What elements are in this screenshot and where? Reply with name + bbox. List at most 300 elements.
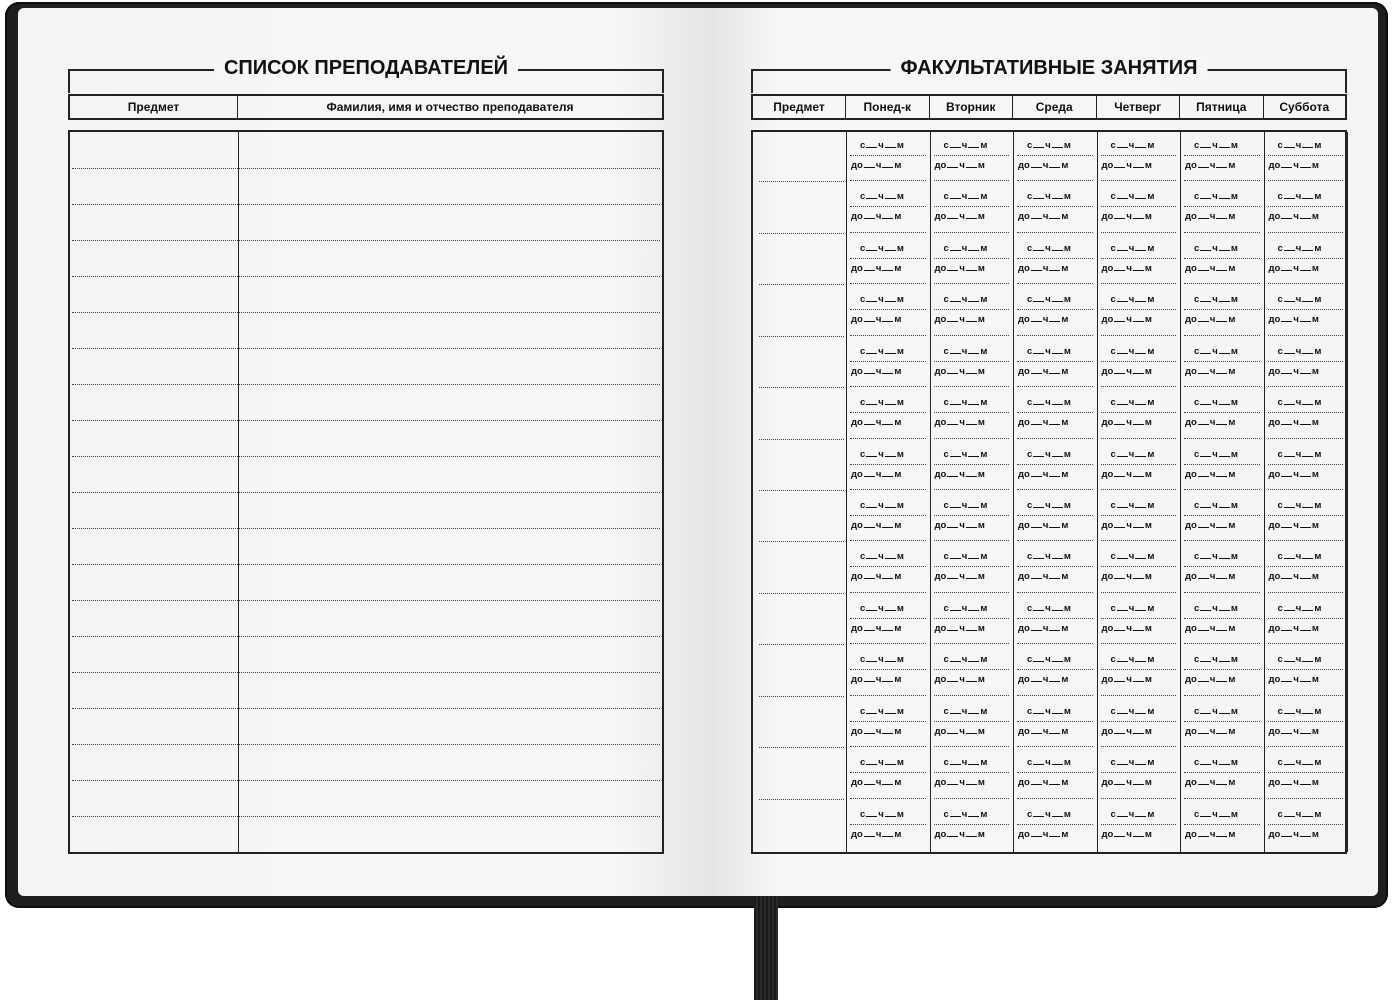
time-to-field: до ч м — [1018, 622, 1069, 634]
cell-divider-line — [1017, 361, 1093, 362]
right-page — [713, 8, 1378, 896]
cell-divider-line — [850, 566, 926, 567]
time-from-field: с ч м — [1027, 191, 1071, 203]
elective-row-line — [759, 747, 844, 748]
time-from-field: с ч м — [1277, 500, 1322, 511]
cell-divider-line — [1184, 206, 1260, 207]
cell-bottom-line — [934, 746, 1010, 747]
elective-row-line — [759, 593, 844, 594]
time-from-field: с ч м — [1027, 242, 1071, 254]
time-from-field: с ч м — [860, 757, 904, 769]
cell-bottom-line — [934, 438, 1010, 439]
cell-bottom-line — [1017, 695, 1093, 696]
cell-divider-line — [1017, 618, 1093, 619]
cell-bottom-line — [850, 386, 926, 387]
cell-divider-line — [850, 618, 926, 619]
time-to-field: до ч м — [934, 468, 985, 480]
cell-divider-line — [1268, 515, 1344, 516]
teacher-row-line — [72, 276, 660, 277]
cell-bottom-line — [1184, 695, 1260, 696]
cell-bottom-line — [1017, 232, 1093, 233]
cell-divider-line — [1017, 309, 1093, 310]
time-to-field: до ч м — [1268, 622, 1319, 634]
time-from-field: с ч м — [943, 808, 988, 820]
cell-bottom-line — [934, 643, 1010, 644]
time-to-field: до ч м — [1018, 211, 1069, 223]
time-from-field: с ч м — [860, 294, 904, 306]
time-from-field: с ч м — [1110, 448, 1155, 460]
time-to-field: до ч м — [1101, 417, 1152, 429]
cell-divider-line — [934, 566, 1010, 567]
cell-divider-line — [850, 155, 926, 156]
teacher-row-line — [72, 204, 660, 205]
cell-bottom-line — [1101, 180, 1177, 181]
cell-divider-line — [1268, 772, 1344, 773]
cell-divider-line — [1184, 618, 1260, 619]
time-from-field: с ч м — [943, 448, 988, 460]
cell-bottom-line — [1017, 283, 1093, 284]
cell-divider-line — [1268, 464, 1344, 465]
elective-row-line — [759, 541, 844, 542]
time-to-field: до ч м — [1268, 262, 1319, 274]
time-from-field: с ч м — [1027, 757, 1071, 769]
time-from-field: с ч м — [1027, 551, 1071, 563]
cell-bottom-line — [1184, 746, 1260, 747]
time-to-field: до ч м — [1101, 468, 1152, 480]
cell-divider-line — [1101, 412, 1177, 413]
time-from-field: с ч м — [860, 397, 904, 409]
cell-divider-line — [1268, 361, 1344, 362]
cell-bottom-line — [1268, 438, 1344, 439]
cell-bottom-line — [1101, 283, 1177, 284]
cell-bottom-line — [1101, 540, 1177, 541]
time-from-field: с ч м — [1194, 140, 1238, 151]
teacher-row-line — [72, 528, 660, 529]
header-friday: Пятница — [1180, 96, 1264, 118]
time-from-field: с ч м — [1194, 500, 1238, 511]
elective-row-line — [759, 696, 844, 697]
teachers-header-row — [68, 94, 664, 120]
time-from-field: с ч м — [1027, 140, 1071, 151]
time-from-field: с ч м — [1110, 602, 1155, 614]
cell-divider-line — [1101, 464, 1177, 465]
time-from-field: с ч м — [1110, 757, 1155, 769]
time-to-field: до ч м — [1185, 571, 1236, 583]
cell-divider-line — [1017, 669, 1093, 670]
time-to-field: до ч м — [1101, 262, 1152, 274]
cell-bottom-line — [1017, 438, 1093, 439]
time-from-field: с ч м — [1194, 448, 1238, 460]
header-subject: Предмет — [753, 96, 846, 118]
cell-divider-line — [1101, 721, 1177, 722]
teacher-row-line — [72, 168, 660, 169]
time-to-field: до ч м — [1185, 160, 1236, 171]
time-to-field: до ч м — [1268, 211, 1319, 223]
time-from-field: с ч м — [1277, 757, 1322, 769]
time-to-field: до ч м — [1185, 622, 1236, 634]
teacher-row-line — [72, 780, 660, 781]
teacher-row-line — [72, 708, 660, 709]
time-from-field: с ч м — [943, 757, 988, 769]
cell-divider-line — [850, 515, 926, 516]
cell-bottom-line — [1101, 232, 1177, 233]
time-from-field: с ч м — [943, 191, 988, 203]
time-to-field: до ч м — [1268, 160, 1319, 171]
teacher-row-line — [72, 636, 660, 637]
cell-bottom-line — [850, 438, 926, 439]
cell-divider-line — [1184, 669, 1260, 670]
time-from-field: с ч м — [1277, 140, 1322, 151]
time-from-field: с ч м — [943, 602, 988, 614]
time-from-field: с ч м — [943, 242, 988, 254]
cell-divider-line — [934, 412, 1010, 413]
cell-bottom-line — [1268, 798, 1344, 799]
cell-divider-line — [1101, 361, 1177, 362]
cell-bottom-line — [850, 695, 926, 696]
time-to-field: до ч м — [851, 828, 902, 840]
time-to-field: до ч м — [1018, 314, 1069, 326]
cell-bottom-line — [934, 695, 1010, 696]
cell-bottom-line — [1184, 540, 1260, 541]
cell-divider-line — [1268, 258, 1344, 259]
header-thursday: Четверг — [1097, 96, 1181, 118]
cell-bottom-line — [1101, 489, 1177, 490]
time-from-field: с ч м — [1194, 757, 1238, 769]
cell-bottom-line — [1268, 489, 1344, 490]
cell-divider-line — [934, 824, 1010, 825]
cell-divider-line — [1101, 566, 1177, 567]
time-from-field: с ч м — [860, 551, 904, 563]
teacher-row-line — [72, 564, 660, 565]
teacher-row-line — [72, 600, 660, 601]
cell-bottom-line — [1184, 643, 1260, 644]
time-to-field: до ч м — [851, 211, 902, 223]
time-from-field: с ч м — [1027, 654, 1071, 666]
cell-divider-line — [850, 412, 926, 413]
teacher-row-line — [72, 744, 660, 745]
elective-row-line — [759, 336, 844, 337]
electives-header-row — [751, 94, 1347, 120]
cell-bottom-line — [850, 180, 926, 181]
time-from-field: с ч м — [1277, 345, 1322, 357]
time-to-field: до ч м — [1268, 571, 1319, 583]
time-to-field: до ч м — [1268, 828, 1319, 840]
teacher-row-line — [72, 492, 660, 493]
time-to-field: до ч м — [934, 777, 985, 789]
cell-divider-line — [1017, 464, 1093, 465]
cell-divider-line — [850, 206, 926, 207]
cell-divider-line — [1184, 309, 1260, 310]
cell-divider-line — [1268, 309, 1344, 310]
cell-bottom-line — [1268, 540, 1344, 541]
cell-divider-line — [1017, 206, 1093, 207]
cell-bottom-line — [1184, 798, 1260, 799]
cell-bottom-line — [1184, 438, 1260, 439]
time-from-field: с ч м — [1194, 345, 1238, 357]
cell-bottom-line — [1268, 592, 1344, 593]
time-from-field: с ч м — [860, 808, 904, 820]
cell-divider-line — [934, 464, 1010, 465]
cell-bottom-line — [934, 386, 1010, 387]
cell-bottom-line — [1017, 540, 1093, 541]
time-to-field: до ч м — [934, 365, 985, 377]
cell-bottom-line — [850, 643, 926, 644]
cell-divider-line — [1101, 669, 1177, 670]
cell-divider-line — [1268, 206, 1344, 207]
cell-divider-line — [1184, 258, 1260, 259]
time-from-field: с ч м — [943, 294, 988, 306]
cell-divider-line — [850, 258, 926, 259]
cell-bottom-line — [1017, 798, 1093, 799]
cell-divider-line — [1184, 464, 1260, 465]
time-to-field: до ч м — [934, 828, 985, 840]
cell-bottom-line — [1268, 232, 1344, 233]
time-from-field: с ч м — [1277, 397, 1322, 409]
cell-bottom-line — [934, 592, 1010, 593]
cell-divider-line — [1017, 824, 1093, 825]
time-to-field: до ч м — [934, 622, 985, 634]
cell-bottom-line — [934, 540, 1010, 541]
cell-divider-line — [850, 361, 926, 362]
time-to-field: до ч м — [1268, 314, 1319, 326]
time-from-field: с ч м — [1110, 705, 1155, 717]
cell-divider-line — [1101, 258, 1177, 259]
cell-bottom-line — [1101, 386, 1177, 387]
time-from-field: с ч м — [1194, 242, 1238, 254]
cell-bottom-line — [934, 335, 1010, 336]
cell-divider-line — [1101, 618, 1177, 619]
time-from-field: с ч м — [1277, 294, 1322, 306]
teachers-table — [68, 130, 664, 854]
cell-divider-line — [934, 206, 1010, 207]
time-from-field: с ч м — [1110, 397, 1155, 409]
teacher-row-line — [72, 420, 660, 421]
cell-divider-line — [934, 361, 1010, 362]
time-to-field: до ч м — [1018, 777, 1069, 789]
elective-row-line — [759, 387, 844, 388]
time-from-field: с ч м — [1277, 448, 1322, 460]
time-to-field: до ч м — [1018, 262, 1069, 274]
time-to-field: до ч м — [934, 314, 985, 326]
cell-bottom-line — [1017, 592, 1093, 593]
time-from-field: с ч м — [860, 500, 904, 511]
cell-bottom-line — [1101, 798, 1177, 799]
time-from-field: с ч м — [1194, 294, 1238, 306]
time-from-field: с ч м — [1110, 140, 1155, 151]
time-from-field: с ч м — [943, 654, 988, 666]
cell-divider-line — [1017, 772, 1093, 773]
time-to-field: до ч м — [1185, 725, 1236, 737]
page-title: СПИСОК ПРЕПОДАВАТЕЛЕЙ — [214, 57, 518, 80]
electives-title-frame — [751, 57, 1347, 93]
cell-divider-line — [850, 824, 926, 825]
time-to-field: до ч м — [851, 777, 902, 789]
cell-bottom-line — [850, 592, 926, 593]
time-to-field: до ч м — [1018, 417, 1069, 429]
cell-divider-line — [1268, 824, 1344, 825]
cell-divider-line — [934, 669, 1010, 670]
cell-bottom-line — [1017, 180, 1093, 181]
time-to-field: до ч м — [1268, 417, 1319, 429]
time-to-field: до ч м — [1101, 571, 1152, 583]
elective-row-line — [759, 284, 844, 285]
time-to-field: до ч м — [851, 417, 902, 429]
cell-divider-line — [1017, 566, 1093, 567]
time-from-field: с ч м — [1277, 602, 1322, 614]
elective-row-line — [759, 439, 844, 440]
cell-divider-line — [1101, 309, 1177, 310]
header-tuesday: Вторник — [930, 96, 1014, 118]
cell-bottom-line — [1101, 643, 1177, 644]
time-to-field: до ч м — [934, 160, 985, 171]
time-from-field: с ч м — [1027, 808, 1071, 820]
header-saturday: Суббота — [1279, 100, 1330, 114]
column-divider — [1264, 132, 1265, 852]
time-to-field: до ч м — [851, 314, 902, 326]
teacher-row-line — [72, 456, 660, 457]
time-from-field: с ч м — [1027, 345, 1071, 357]
cell-bottom-line — [1101, 335, 1177, 336]
teacher-row-line — [72, 384, 660, 385]
time-to-field: до ч м — [1018, 520, 1069, 531]
cell-divider-line — [1268, 155, 1344, 156]
time-to-field: до ч м — [1185, 777, 1236, 789]
time-to-field: до ч м — [1101, 211, 1152, 223]
time-from-field: с ч м — [1110, 345, 1155, 357]
cell-bottom-line — [850, 746, 926, 747]
column-divider — [1347, 132, 1348, 852]
time-from-field: с ч м — [1194, 191, 1238, 203]
teacher-row-line — [72, 672, 660, 673]
cell-divider-line — [934, 515, 1010, 516]
time-from-field: с ч м — [943, 140, 988, 151]
time-to-field: до ч м — [934, 520, 985, 531]
time-from-field: с ч м — [860, 345, 904, 357]
time-to-field: до ч м — [1018, 674, 1069, 686]
time-from-field: с ч м — [860, 140, 904, 151]
cell-bottom-line — [1017, 643, 1093, 644]
time-to-field: до ч м — [1185, 520, 1236, 531]
cell-bottom-line — [1184, 180, 1260, 181]
cell-bottom-line — [1268, 180, 1344, 181]
cell-bottom-line — [1184, 386, 1260, 387]
cell-bottom-line — [1184, 592, 1260, 593]
teacher-row-line — [72, 348, 660, 349]
time-to-field: до ч м — [1018, 725, 1069, 737]
cell-divider-line — [1268, 618, 1344, 619]
cell-bottom-line — [1101, 695, 1177, 696]
cell-bottom-line — [934, 489, 1010, 490]
cell-bottom-line — [1268, 695, 1344, 696]
elective-row-line — [759, 181, 844, 182]
time-from-field: с ч м — [860, 705, 904, 717]
cell-divider-line — [1017, 258, 1093, 259]
teacher-row-line — [72, 816, 660, 817]
cell-bottom-line — [850, 283, 926, 284]
cell-bottom-line — [1268, 386, 1344, 387]
time-to-field: до ч м — [1185, 314, 1236, 326]
cell-bottom-line — [1184, 489, 1260, 490]
cell-divider-line — [1184, 772, 1260, 773]
time-to-field: до ч м — [1268, 365, 1319, 377]
time-to-field: до ч м — [1185, 468, 1236, 480]
time-to-field: до ч м — [851, 365, 902, 377]
time-to-field: до ч м — [1268, 468, 1319, 480]
cell-bottom-line — [934, 232, 1010, 233]
cell-divider-line — [850, 721, 926, 722]
time-from-field: с ч м — [860, 191, 904, 203]
time-to-field: до ч м — [934, 262, 985, 274]
time-from-field: с ч м — [1277, 191, 1322, 203]
cell-bottom-line — [1101, 592, 1177, 593]
cell-divider-line — [1184, 566, 1260, 567]
cell-divider-line — [1268, 669, 1344, 670]
time-to-field: до ч м — [851, 262, 902, 274]
ribbon-bookmark — [754, 895, 778, 1000]
time-to-field: до ч м — [934, 725, 985, 737]
cell-divider-line — [1017, 412, 1093, 413]
time-to-field: до ч м — [1018, 365, 1069, 377]
time-to-field: до ч м — [934, 211, 985, 223]
time-to-field: до ч м — [1268, 520, 1319, 531]
cell-bottom-line — [850, 489, 926, 490]
time-to-field: до ч м — [1018, 828, 1069, 840]
cell-divider-line — [1101, 824, 1177, 825]
time-to-field: до ч м — [1185, 828, 1236, 840]
teachers-title-frame — [68, 57, 664, 93]
left-page — [18, 8, 713, 896]
cell-bottom-line — [1184, 232, 1260, 233]
time-to-field: до ч м — [851, 571, 902, 583]
column-divider — [930, 132, 931, 852]
cell-bottom-line — [1268, 335, 1344, 336]
time-from-field: с ч м — [1027, 602, 1071, 614]
cell-divider-line — [1017, 515, 1093, 516]
time-to-field: до ч м — [934, 674, 985, 686]
cell-divider-line — [934, 309, 1010, 310]
time-from-field: с ч м — [860, 654, 904, 666]
time-from-field: с ч м — [1110, 551, 1155, 563]
cell-divider-line — [1184, 721, 1260, 722]
time-to-field: до ч м — [1101, 520, 1152, 531]
time-from-field: с ч м — [1194, 654, 1238, 666]
cell-bottom-line — [1268, 643, 1344, 644]
time-from-field: с ч м — [1027, 448, 1071, 460]
elective-row-line — [759, 644, 844, 645]
cell-bottom-line — [1268, 283, 1344, 284]
time-from-field: с ч м — [1110, 808, 1155, 820]
cell-bottom-line — [1101, 438, 1177, 439]
time-from-field: с ч м — [1027, 397, 1071, 409]
time-from-field: с ч м — [860, 242, 904, 254]
time-to-field: до ч м — [851, 520, 902, 531]
cell-bottom-line — [1017, 489, 1093, 490]
cell-divider-line — [850, 772, 926, 773]
time-from-field: с ч м — [943, 705, 988, 717]
time-from-field: с ч м — [1277, 654, 1322, 666]
time-from-field: с ч м — [1194, 705, 1238, 717]
time-from-field: с ч м — [1194, 551, 1238, 563]
cell-bottom-line — [1017, 386, 1093, 387]
cell-bottom-line — [1017, 746, 1093, 747]
time-from-field: с ч м — [1027, 294, 1071, 306]
cell-divider-line — [1268, 566, 1344, 567]
time-from-field: с ч м — [860, 448, 904, 460]
time-to-field: до ч м — [851, 674, 902, 686]
elective-row-line — [759, 233, 844, 234]
time-to-field: до ч м — [1185, 417, 1236, 429]
time-to-field: до ч м — [1185, 674, 1236, 686]
